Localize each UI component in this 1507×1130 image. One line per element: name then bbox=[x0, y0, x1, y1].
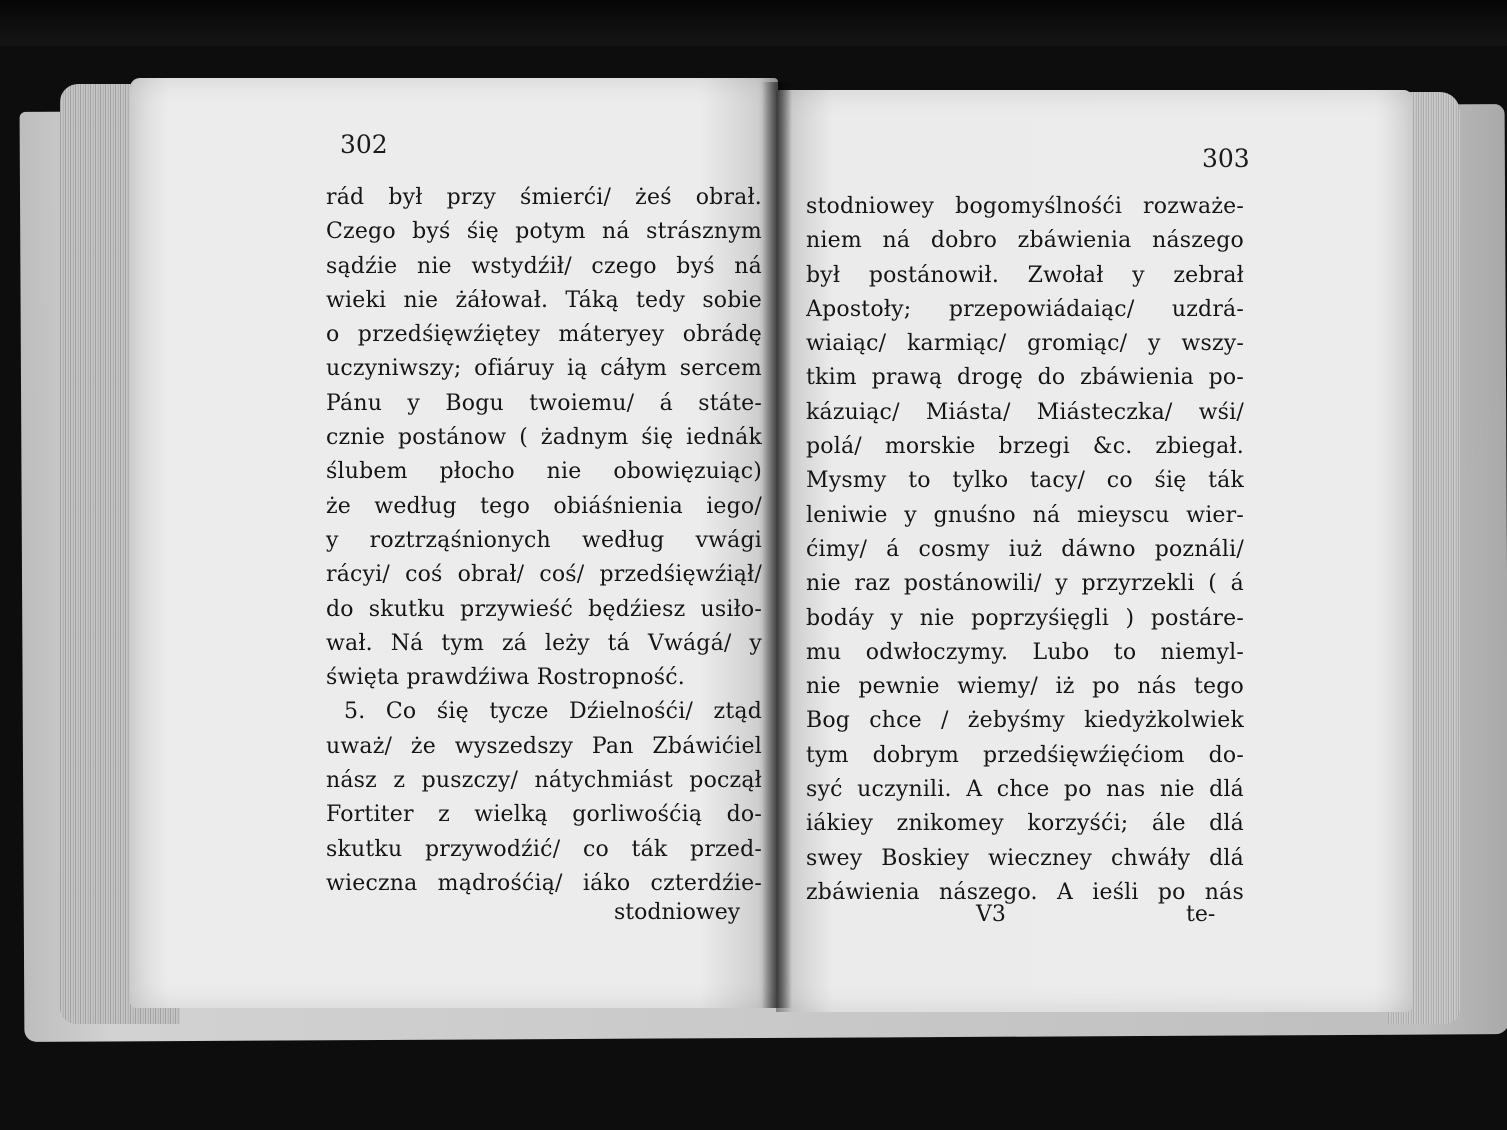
text-line: kázuiąc/ Miásta/ Miásteczka/ wśi/ bbox=[806, 399, 1244, 425]
text-line: zbáwienia nászego. A ieśli po nás bbox=[806, 879, 1244, 905]
text-line: polá/ morskie brzegi &c. zbiegał. bbox=[806, 434, 1244, 460]
left-catchword: stodniowey bbox=[614, 900, 741, 925]
text-line: rád był przy śmierći/ żeś obrał. bbox=[326, 185, 762, 210]
left-page-text bbox=[326, 181, 762, 901]
text-line: 5. Co śię tycze Dźielnośći/ ztąd bbox=[344, 699, 762, 725]
text-line: wał. Ná tym zá leży tá Vwágá/ y bbox=[326, 630, 762, 656]
signature-mark: V3 bbox=[976, 902, 1006, 927]
text-line: Fortiter z wielką gorliwośćią do- bbox=[326, 802, 762, 828]
text-line: wieki nie żáłował. Táką tedy sobie bbox=[326, 287, 762, 313]
text-line: leniwie y gnuśno ná mieyscu wier- bbox=[806, 502, 1244, 528]
text-line: sądźie nie wstydźił/ czego byś ná bbox=[326, 253, 762, 279]
text-line: mu odwłoczymy. Lubo to niemyl- bbox=[806, 639, 1244, 665]
text-line: Apostoły; przepowiádaiąc/ uzdrá- bbox=[806, 296, 1244, 322]
book-gutter bbox=[762, 82, 792, 1008]
text-line: syć uczynili. A chce po nas nie dlá bbox=[806, 777, 1244, 803]
text-line: swey Boskiey wieczney chwáły dlá bbox=[806, 845, 1244, 871]
text-line: uczyniwszy; ofiáruy ią cáłym sercem bbox=[326, 356, 762, 382]
text-line: wieczna mądrośćią/ iáko czterdźie- bbox=[326, 870, 762, 896]
text-line: rácyi/ coś obrał/ coś/ przedśięwźiął/ bbox=[326, 562, 762, 588]
right-catchword: te- bbox=[1186, 902, 1216, 927]
text-line: iákiey znikomey korzyśći; ále dlá bbox=[806, 811, 1244, 837]
text-line: był postánowił. Zwołał y zebrał bbox=[806, 262, 1244, 288]
text-line: o przedśięwźiętey máteryey obrádę bbox=[326, 322, 762, 348]
text-line: niem ná dobro zbáwienia nászego bbox=[806, 228, 1244, 254]
text-line: święta prawdźiwa Rostropność. bbox=[326, 665, 685, 691]
text-line: ślubem płocho nie obowięzuiąc) bbox=[326, 459, 762, 485]
right-page-text bbox=[806, 190, 1244, 910]
right-page bbox=[776, 90, 1412, 1012]
text-line: wiaiąc/ karmiąc/ gromiąc/ y wszy- bbox=[806, 331, 1244, 357]
text-line: nász z puszczy/ nátychmiást począł bbox=[326, 768, 762, 794]
text-line: uważ/ że wyszedszy Pan Zbáwićiel bbox=[326, 733, 762, 759]
text-line: tkim prawą drogę do zbáwienia po- bbox=[806, 365, 1244, 391]
text-line: skutku przywodźić/ co ták przed- bbox=[326, 836, 762, 862]
text-line: cznie postánow ( żadnym śię iednák bbox=[326, 425, 762, 451]
text-line: Czego byś śię potym ná strásznym bbox=[326, 219, 762, 245]
text-line: nie pewnie wiemy/ iż po nás tego bbox=[806, 674, 1244, 700]
text-line: że według tego obiáśnienia iego/ bbox=[326, 493, 762, 519]
film-frame-edge bbox=[0, 0, 1507, 46]
text-line: y roztrząśnionych według vwági bbox=[326, 527, 762, 553]
text-line: tym dobrym przedśięwźięćiom do- bbox=[806, 742, 1244, 768]
right-page-number: 303 bbox=[1202, 144, 1250, 173]
left-page-number: 302 bbox=[340, 130, 388, 159]
text-line: Pánu y Bogu twoiemu/ á státe- bbox=[326, 390, 762, 416]
text-line: nie raz postánowili/ y przyrzekli ( á bbox=[806, 571, 1244, 597]
text-line: Bog chce / żebyśmy kiedyżkolwiek bbox=[806, 708, 1244, 734]
text-line: do skutku przywieść będźiesz usiło- bbox=[326, 596, 762, 622]
left-page bbox=[130, 78, 778, 1008]
text-line: ćimy/ á cosmy iuż dáwno poználi/ bbox=[806, 536, 1244, 562]
text-line: Mysmy to tylko tacy/ co śię ták bbox=[806, 468, 1244, 494]
text-line: stodniowey bogomyślnośći rozważe- bbox=[806, 194, 1244, 219]
text-line: bodáy y nie poprzyśięgli ) postáre- bbox=[806, 605, 1244, 631]
